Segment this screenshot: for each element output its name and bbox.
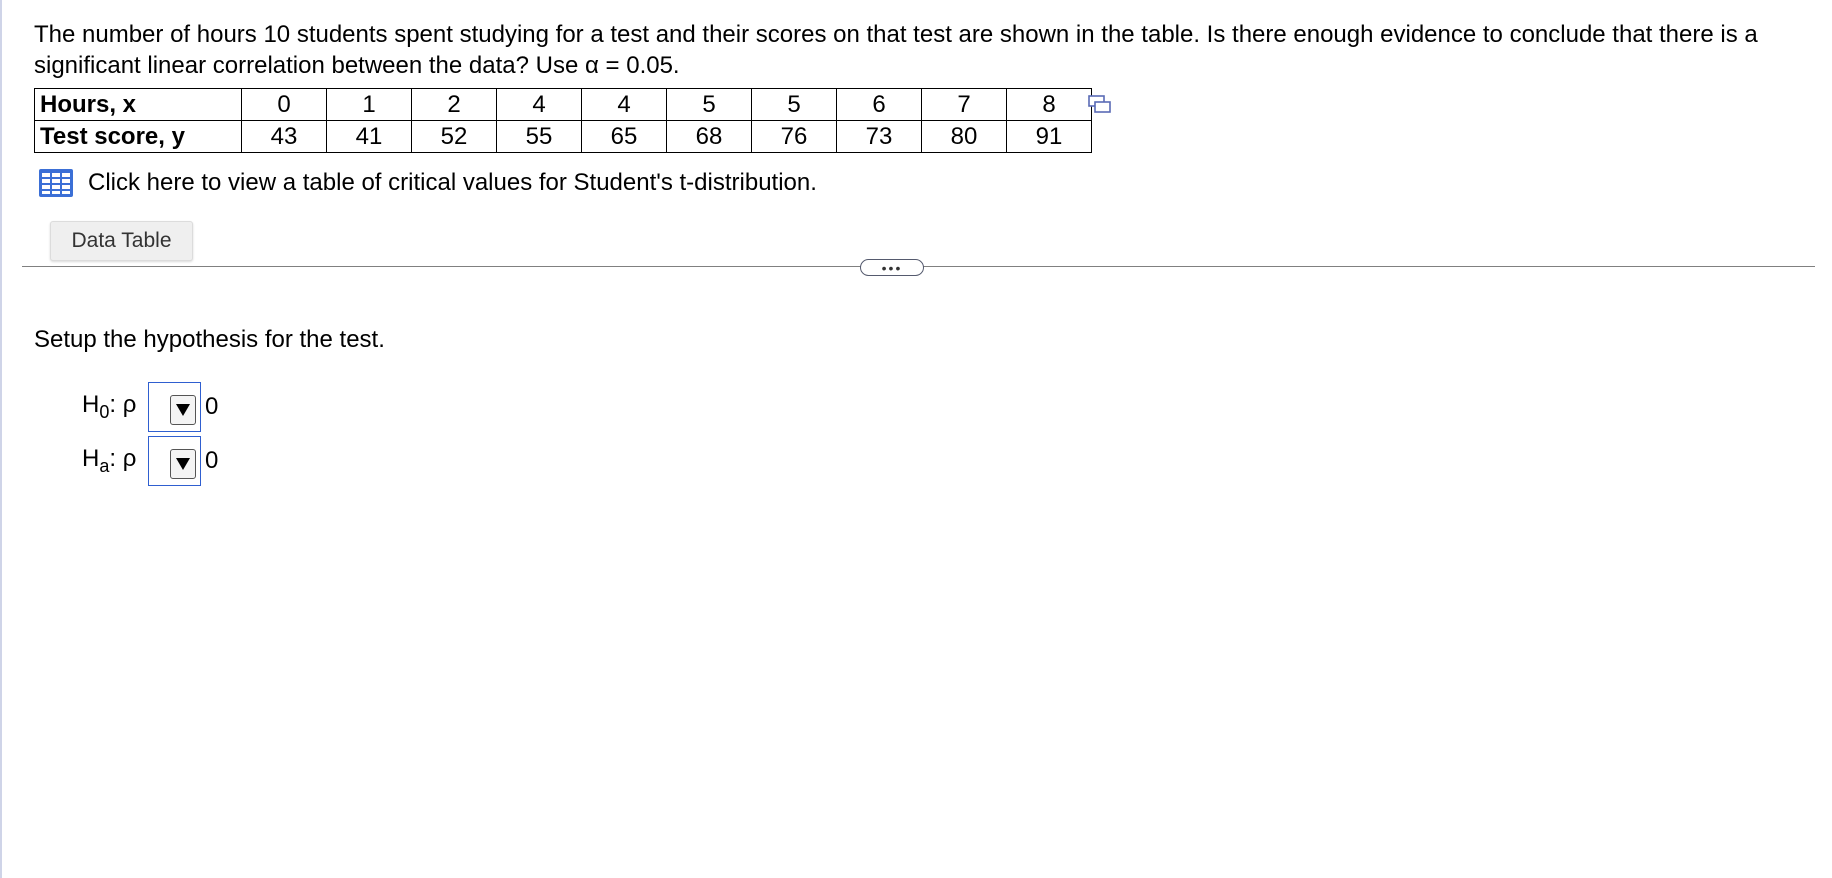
null-hypothesis-value: 0: [205, 393, 219, 420]
alternative-hypothesis-value: 0: [205, 447, 219, 474]
table-cell: 55: [497, 121, 582, 153]
table-cell: 0: [242, 89, 327, 121]
critical-values-link[interactable]: Click here to view a table of critical values for Student's t-distribution.: [88, 169, 817, 196]
left-rule: [0, 0, 2, 878]
table-cell: 76: [752, 121, 837, 153]
table-cell: 41: [327, 121, 412, 153]
table-cell: 6: [837, 89, 922, 121]
alternative-hypothesis: [82, 436, 218, 486]
table-row: [35, 121, 1092, 153]
table-grid-icon: [38, 168, 74, 198]
alternative-hypothesis-dropdown[interactable]: [148, 436, 201, 486]
row-header: Test score, y: [35, 121, 242, 153]
table-cell: 68: [667, 121, 752, 153]
table-cell: 43: [242, 121, 327, 153]
prompt-text: Setup the hypothesis for the test.: [34, 326, 385, 353]
row-header: Hours, x: [35, 89, 242, 121]
table-cell: 4: [582, 89, 667, 121]
table-row: [35, 89, 1092, 121]
question-text: The number of hours 10 students spent studying for a test and their scores on that test are shown in the table. Is there enough evidence to conclude that there is a significant linear correlation between the data? Use α = 0.05.: [34, 21, 1758, 79]
critical-values-link-row[interactable]: [38, 168, 817, 198]
null-hypothesis: [82, 382, 218, 432]
table-cell: 4: [497, 89, 582, 121]
table-cell: 2: [412, 89, 497, 121]
table-cell: 5: [752, 89, 837, 121]
alternative-hypothesis-label: $H_a$: ρ: [82, 445, 137, 476]
data-table-button[interactable]: Data Table: [50, 221, 193, 261]
null-hypothesis-dropdown[interactable]: [148, 382, 201, 432]
data-table: [34, 88, 1092, 153]
triangle-down-icon: [170, 449, 196, 479]
table-cell: 65: [582, 121, 667, 153]
table-cell: 80: [922, 121, 1007, 153]
table-cell: 52: [412, 121, 497, 153]
table-cell: 8: [1007, 89, 1092, 121]
copy-icon[interactable]: [1088, 95, 1112, 115]
table-cell: 1: [327, 89, 412, 121]
table-cell: 73: [837, 121, 922, 153]
expand-button[interactable]: •••: [860, 259, 924, 276]
null-hypothesis-label: $H_0$: ρ: [82, 391, 137, 422]
table-cell: 5: [667, 89, 752, 121]
table-cell: 91: [1007, 121, 1092, 153]
table-cell: 7: [922, 89, 1007, 121]
triangle-down-icon: [170, 395, 196, 425]
